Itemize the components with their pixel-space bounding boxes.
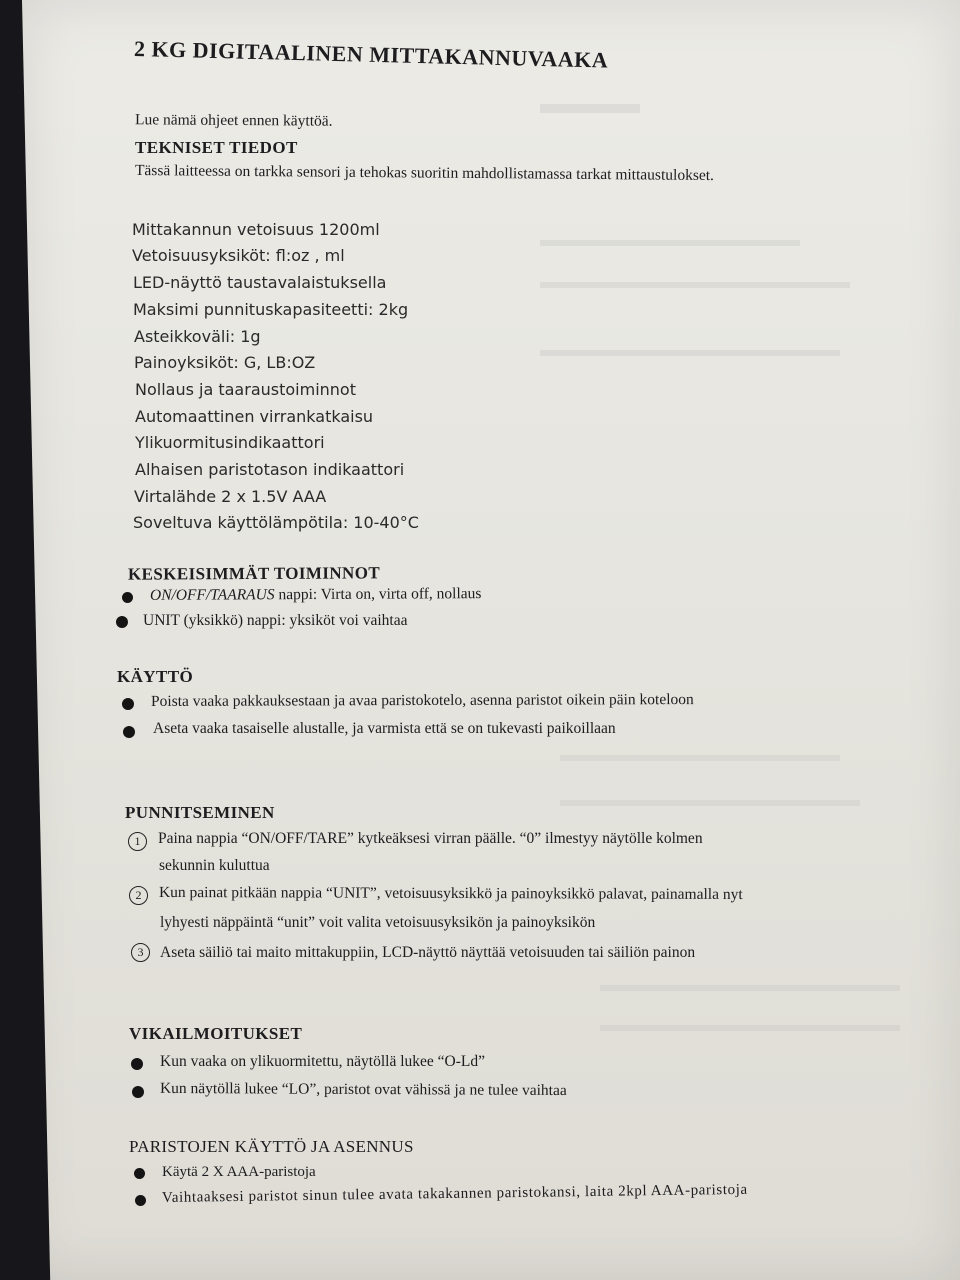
section-heading-batteries: PARISTOJEN KÄYTTÖ JA ASENNUS (129, 1137, 414, 1156)
function-text: nappi: yksiköt voi vaihtaa (243, 612, 408, 629)
bullet-icon (131, 1058, 143, 1070)
step-text: Aseta säiliö tai maito mittakuppiin, LCD-näyttö näyttää vetoisuuden tai säiliön painon (160, 944, 696, 961)
section-heading-usage: KÄYTTÖ (117, 667, 194, 686)
bleed-through-mark (600, 985, 900, 991)
function-item (150, 585, 482, 605)
spec-item: Virtalähde 2 x 1.5V AAA (134, 487, 327, 506)
bullet-icon (122, 698, 134, 710)
document-title: 2 KG DIGITAALINEN MITTAKANNUVAAKA (133, 36, 609, 73)
spec-item: Maksimi punnituskapasiteetti: 2kg (133, 300, 409, 319)
function-label: UNIT (yksikkö) (143, 612, 244, 629)
bleed-through-mark (540, 240, 800, 246)
step-number: 2 (129, 886, 148, 905)
spec-item: Painoyksiköt: G, LB:OZ (134, 353, 316, 372)
bullet-icon (122, 592, 133, 603)
usage-item: Poista vaaka pakkauksestaan ja avaa paristokotelo, asenna paristot oikein päin koteloon (150, 691, 694, 710)
intro-text: Lue nämä ohjeet ennen käyttöä. (134, 111, 333, 130)
function-label: ON/OFF/TAARAUS (149, 586, 275, 604)
bullet-icon (135, 1195, 146, 1206)
bleed-through-mark (540, 104, 640, 113)
step-text: Paina nappia “ON/OFF/TARE” kytkeäksesi virran päälle. “0” ilmestyy näytölle kolmen (158, 830, 703, 847)
tech-description: Tässä laitteessa on tarkka sensori ja tehokas suoritin mahdollistamassa tarkat mittaustulokset. (134, 162, 715, 185)
spec-item: Asteikkoväli: 1g (134, 327, 261, 346)
section-heading-tech: TEKNISET TIEDOT (135, 138, 298, 157)
bleed-through-mark (560, 755, 840, 761)
error-item: Kun näytöllä lukee “LO”, paristot ovat vähissä ja ne tulee vaihtaa (159, 1079, 567, 1100)
step-text: Kun painat pitkään nappia “UNIT”, vetoisuusyksikkö ja painoyksikkö palavat, painamalla nyt (158, 883, 743, 904)
spec-item: Automaattinen virrankatkaisu (135, 407, 374, 426)
bullet-icon (132, 1086, 144, 1098)
bullet-icon (123, 726, 135, 738)
bleed-through-mark (600, 1025, 900, 1031)
spec-item: Ylikuormitusindikaattori (135, 433, 325, 452)
function-item (143, 612, 407, 630)
step-number: 1 (128, 832, 147, 851)
bleed-through-mark (540, 282, 850, 288)
battery-item: Vaihtaaksesi paristot sinun tulee avata takakannen paristokansi, laita 2kpl AAA-paristoja (161, 1181, 748, 1206)
step-number: 3 (131, 943, 150, 962)
spec-item: Alhaisen paristotason indikaattori (135, 460, 405, 479)
bleed-through-mark (540, 350, 840, 356)
usage-item: Aseta vaaka tasaiselle alustalle, ja varmista että se on tukevasti paikoillaan (153, 720, 616, 737)
step-text-continued: lyhyesti näppäintä “unit” voit valita vetoisuusyksikön ja painoyksikön (160, 914, 596, 931)
section-heading-weighing: PUNNITSEMINEN (125, 803, 275, 822)
bleed-through-mark (560, 800, 860, 806)
spec-item: LED-näyttö taustavalaistuksella (133, 273, 387, 292)
spec-item: Vetoisuusyksiköt: fl:oz , ml (132, 246, 345, 265)
bullet-icon (116, 616, 128, 628)
error-item: Kun vaaka on ylikuormitettu, näytöllä lukee “O-Ld” (160, 1053, 485, 1070)
section-heading-functions: KESKEISIMMÄT TOIMINNOT (127, 563, 381, 584)
spec-item: Soveltuva käyttölämpötila: 10-40°C (133, 513, 419, 532)
section-heading-errors: VIKAILMOITUKSET (129, 1024, 303, 1043)
spec-item: Nollaus ja taaraustoiminnot (135, 380, 356, 399)
battery-item: Käytä 2 X AAA-paristoja (162, 1164, 316, 1180)
function-text: nappi: Virta on, virta off, nollaus (274, 585, 482, 604)
spec-item: Mittakannun vetoisuus 1200ml (132, 220, 380, 239)
step-text-continued: sekunnin kuluttua (159, 857, 270, 874)
bullet-icon (134, 1168, 145, 1179)
